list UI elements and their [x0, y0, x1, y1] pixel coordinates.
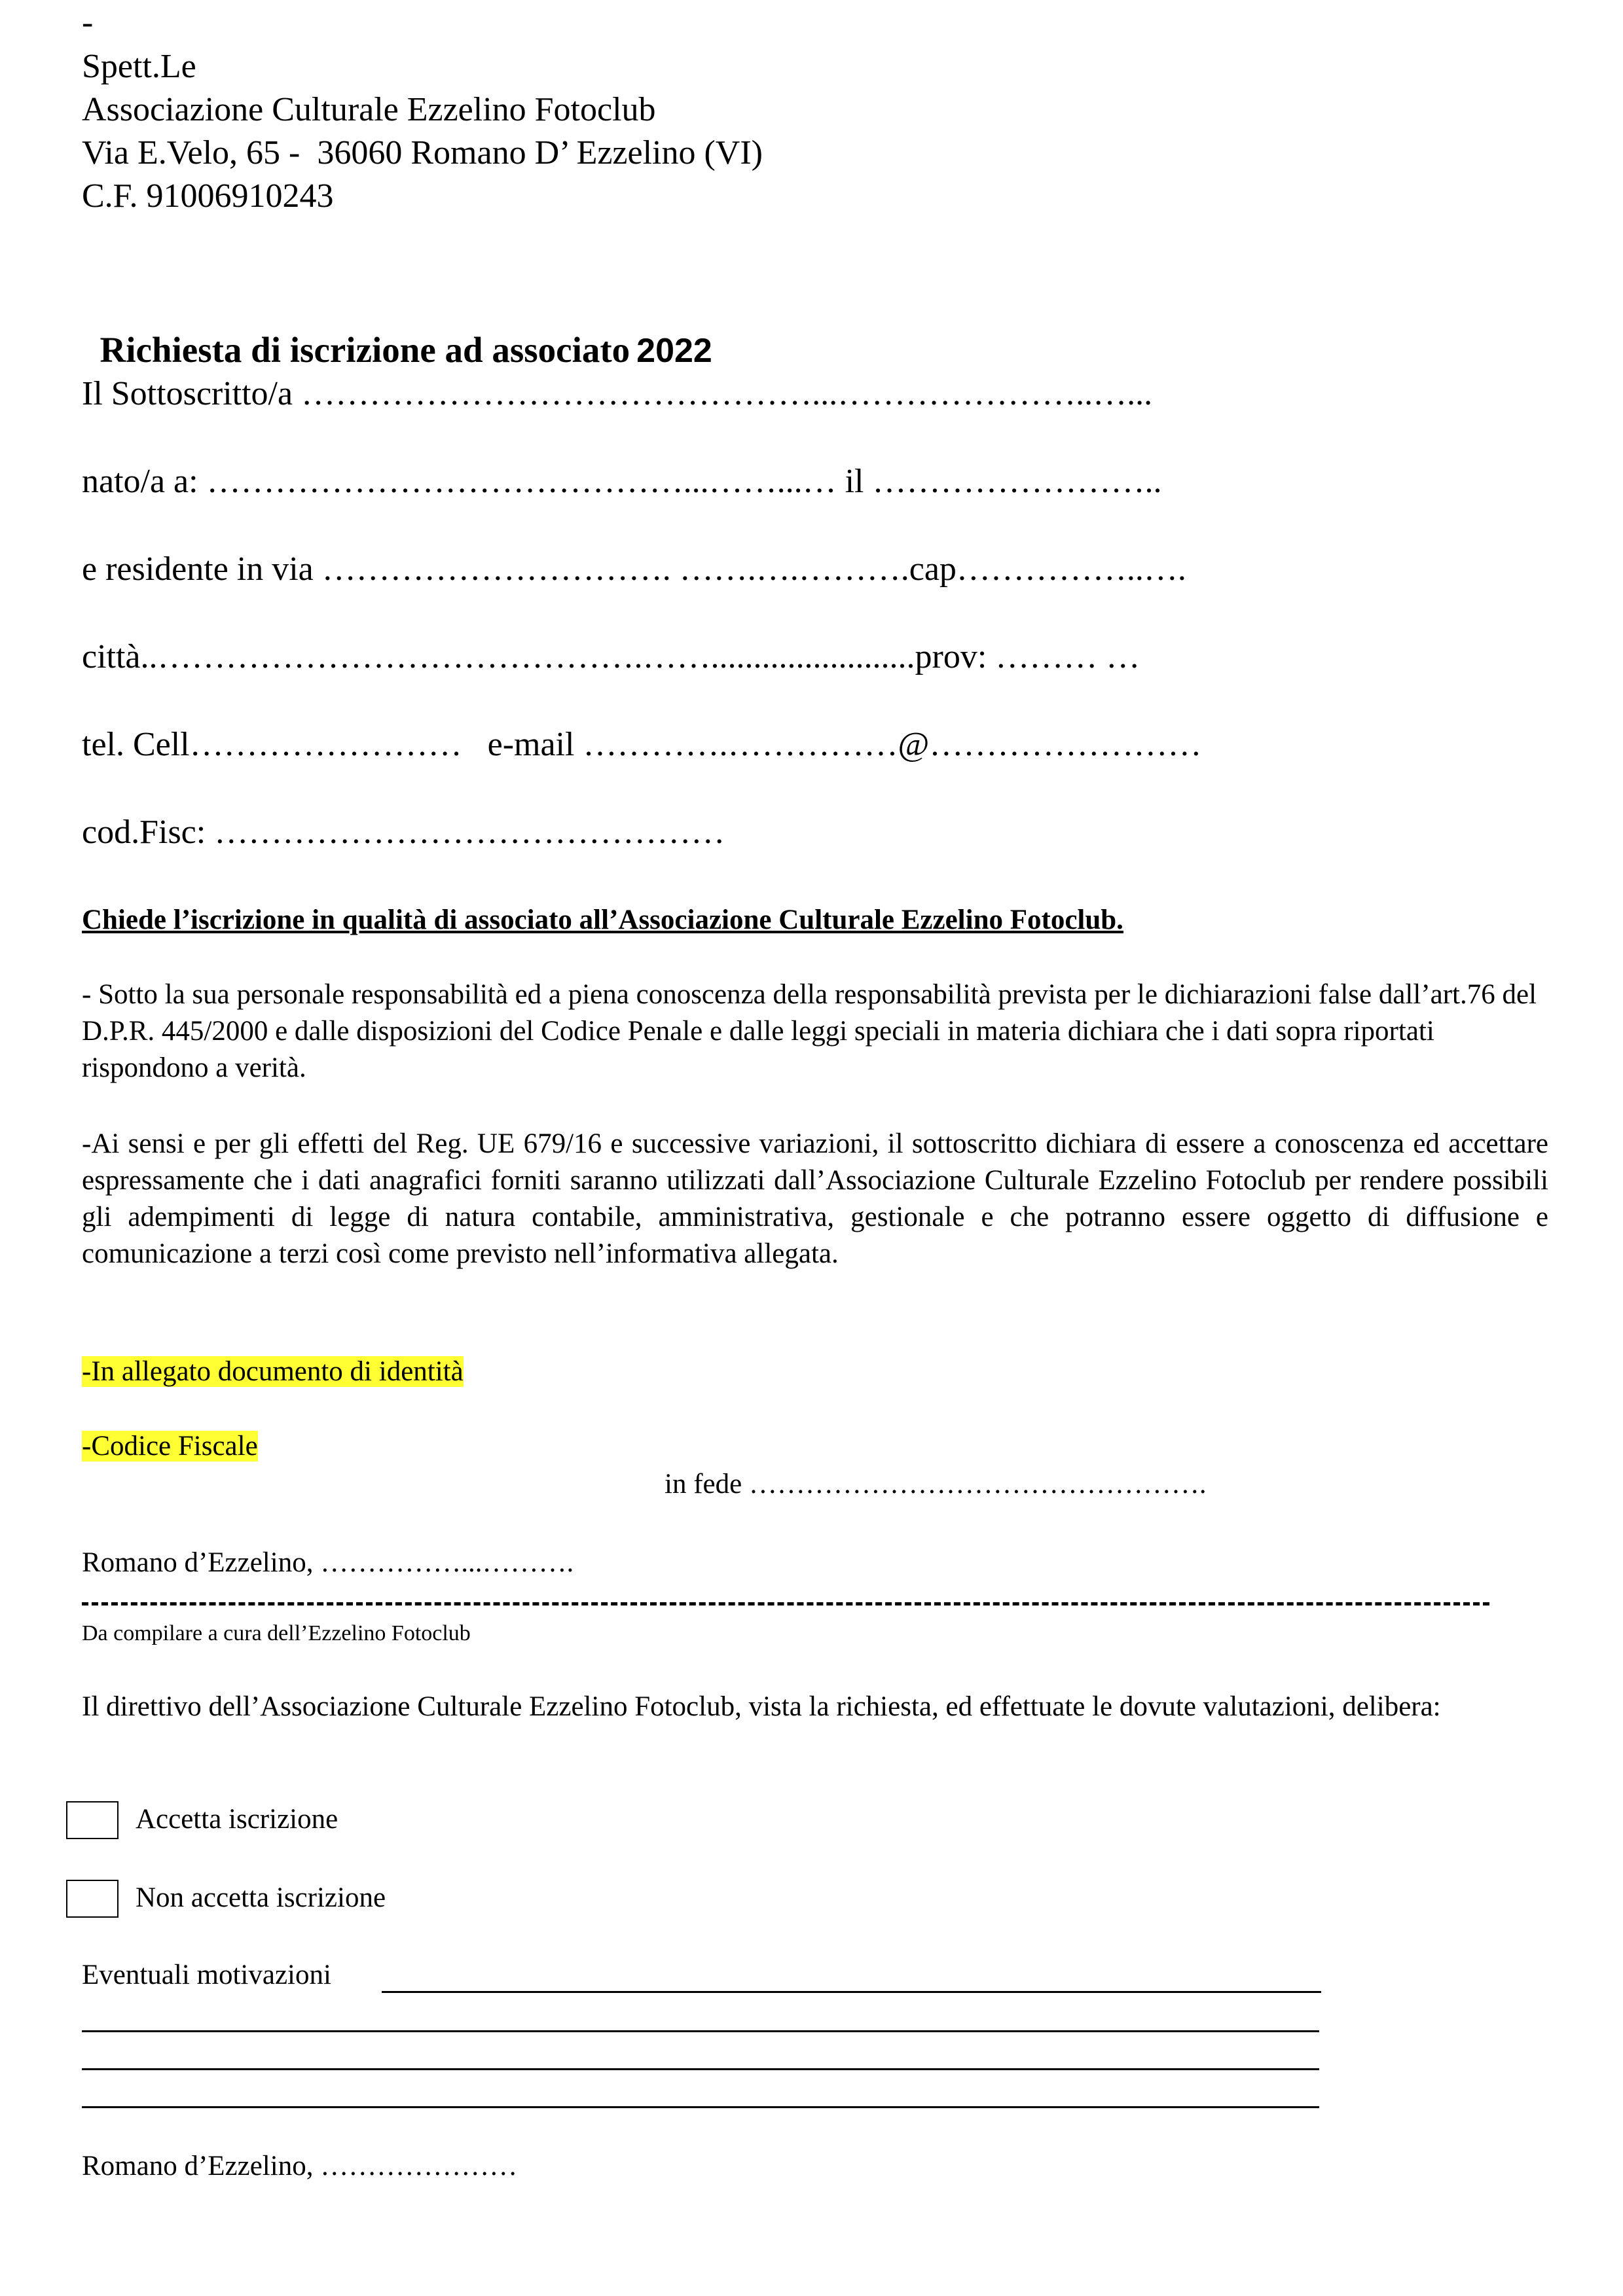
attachment-id-text: -In allegato documento di identità	[82, 1356, 464, 1387]
reject-label: Non accetta iscrizione	[136, 1882, 386, 1913]
field-residence[interactable]: e residente in via …………………………. …….….……….cap……………..….	[82, 550, 1186, 588]
motivations-line-1[interactable]	[382, 1991, 1321, 1993]
org-address: Via E.Velo, 65 - 36060 Romano D’ Ezzelino (VI)	[82, 134, 763, 171]
org-tax-code: C.F. 91006910243	[82, 177, 334, 215]
motivations-line-3[interactable]	[82, 2068, 1319, 2070]
motivations-label: Eventuali motivazioni	[82, 1960, 331, 1990]
attachment-id	[82, 1354, 464, 1390]
field-birth[interactable]: nato/a a: ……………………………………...……...… il ……………………..	[82, 463, 1162, 500]
title-text: Richiesta di iscrizione ad associato	[100, 330, 630, 370]
attachment-fiscal-code-text: -Codice Fiscale	[82, 1431, 258, 1462]
motivations-line-2[interactable]	[82, 2030, 1319, 2032]
declaration-privacy: -Ai sensi e per gli effetti del Reg. UE 679/16 e successive variazioni, il sottoscritto dichiara di essere a conoscenza ed accettare espressamente che i dati anagrafici forniti saranno utilizzati dall’Associazione Culturale Ezzelino Fotoclub per rendere possibili gli adempimenti di legge di natura contabile, amministrativa, gestionale e che potranno essere oggetto di diffusione e comunicazione a terzi così come previsto nell’informativa allegata.	[82, 1128, 1548, 1269]
field-city[interactable]: città..…………………………………….……........................prov: ……… …	[82, 638, 1140, 675]
header-dash: -	[82, 4, 94, 41]
field-contacts[interactable]: tel. Cell…………………… e-mail ………….……………@……………………	[82, 726, 1202, 763]
reject-checkbox[interactable]	[66, 1880, 119, 1918]
field-sottoscritto[interactable]: Il Sottoscritto/a ………………………………………...…………………..…...	[82, 375, 1153, 412]
salutation: Spett.Le	[82, 48, 196, 85]
request-statement: Chiede l’iscrizione in qualità di associato all’Associazione Culturale Ezzelino Fotoclub.	[82, 905, 1123, 935]
org-name: Associazione Culturale Ezzelino Fotoclub	[82, 91, 656, 128]
field-codfisc[interactable]: cod.Fisc: ………………………………………	[82, 814, 725, 851]
accept-label: Accetta iscrizione	[136, 1804, 338, 1835]
signature-line[interactable]: in fede ………………………………………….	[665, 1469, 1207, 1499]
board-deliberation: Il direttivo dell’Associazione Culturale Ezzelino Fotoclub, vista la richiesta, ed effettuate le dovute valutazioni, delibera:	[82, 1691, 1441, 1722]
attachment-fiscal-code	[82, 1428, 258, 1465]
page-title	[82, 288, 712, 370]
office-note: Da compilare a cura dell’Ezzelino Fotoclub	[82, 1621, 471, 1645]
motivations-line-4[interactable]	[82, 2106, 1319, 2108]
declaration-responsibility: - Sotto la sua personale responsabilità ed a piena conoscenza della responsabilità prevista per le dichiarazioni false dall’art.76 del D.P.R. 445/2000 e dalle disposizioni del Codice Penale e dalle leggi speciali in materia dichiara che i dati sopra riportati rispondono a verità.	[82, 979, 1537, 1083]
section-separator	[82, 1602, 1489, 1605]
place-date-1[interactable]: Romano d’Ezzelino, ……………...……….	[82, 1547, 574, 1578]
accept-checkbox[interactable]	[66, 1801, 119, 1839]
place-date-2[interactable]: Romano d’Ezzelino, …………………	[82, 2151, 518, 2181]
title-year: 2022	[636, 332, 712, 370]
